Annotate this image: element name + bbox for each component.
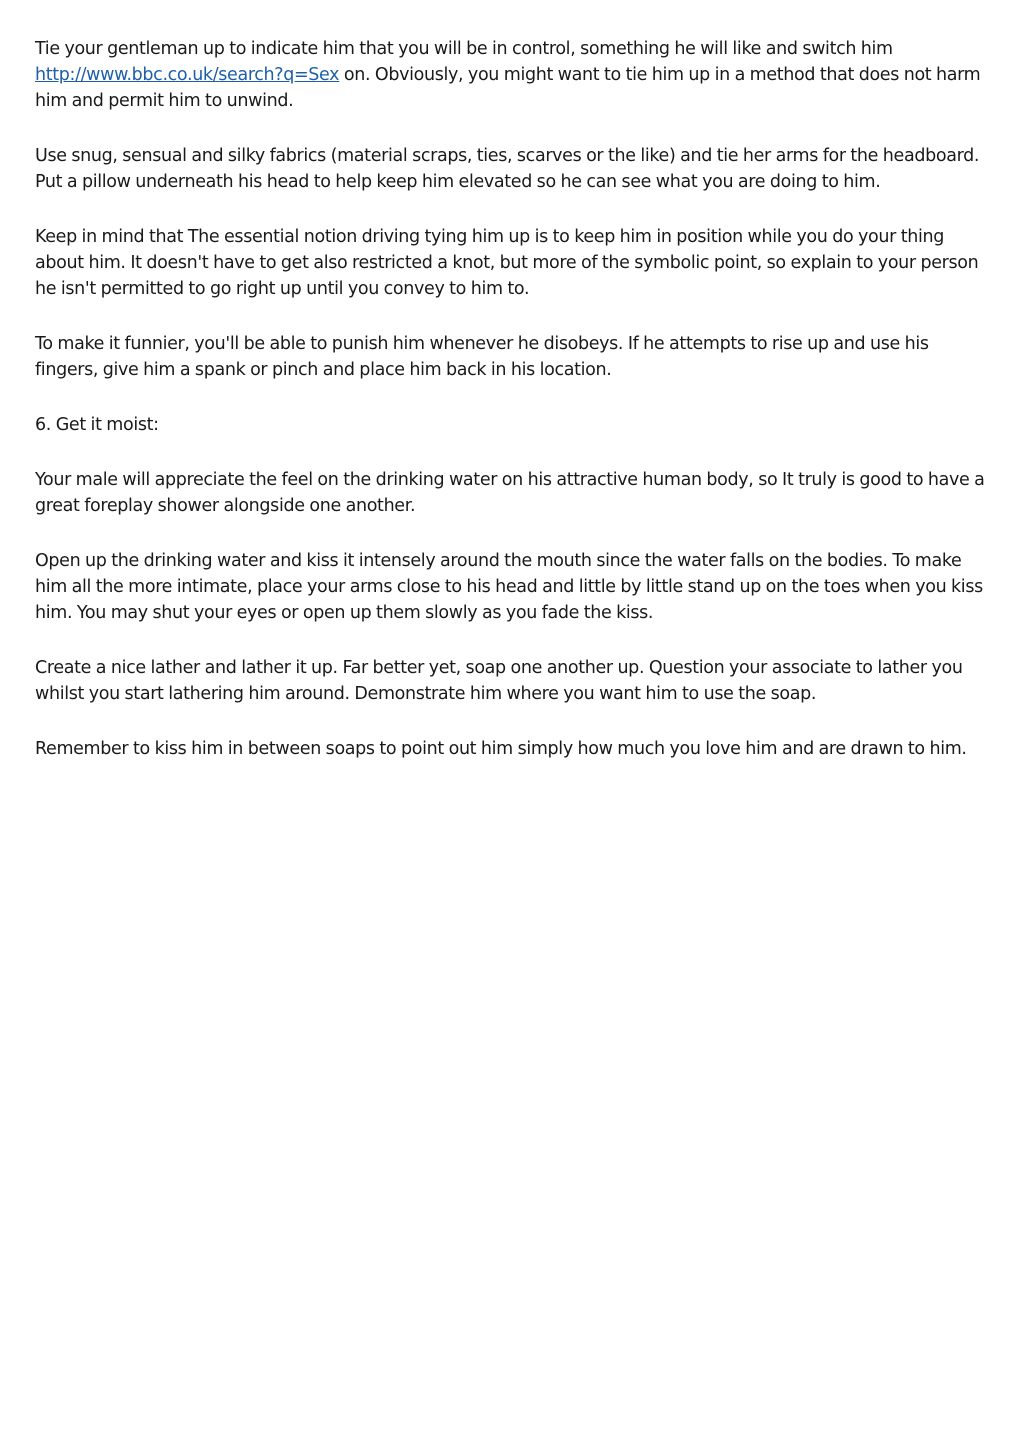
paragraph-1-text-after-link: on. Obviously, you might want to tie him up in a method that does not harm him and permit him to unwind. [35, 65, 981, 111]
paragraph-7: Open up the drinking water and kiss it intensely around the mouth since the water falls on the bodies. To make him all the more intimate, place your arms close to his head and little by little stand up on the toes when you kiss him. You may shut your eyes or open up them slowly as you fade the kiss. [35, 551, 983, 623]
paragraph-1 [35, 36, 995, 114]
paragraph-8: Create a nice lather and lather it up. Far better yet, soap one another up. Question your associate to lather you whilst you start lathering him around. Demonstrate him where you want him to use the soap. [35, 658, 963, 704]
paragraph-4: To make it funnier, you'll be able to punish him whenever he disobeys. If he attempts to rise up and use his fingers, give him a spank or pinch and place him back in his location. [35, 334, 929, 380]
document-body [35, 36, 995, 791]
paragraph-3: Keep in mind that The essential notion driving tying him up is to keep him in position while you do your thing about him. It doesn't have to get also restricted a knot, but more of the symbolic point, so explain to your person he isn't permitted to go right up until you convey to him to. [35, 227, 979, 299]
section-heading-get-it-moist: 6. Get it moist: [35, 415, 159, 435]
paragraph-1-text-before-link: Tie your gentleman up to indicate him that you will be in control, something he will like and switch him [35, 39, 893, 59]
paragraph-9: Remember to kiss him in between soaps to point out him simply how much you love him and are drawn to him. [35, 739, 967, 759]
paragraph-2: Use snug, sensual and silky fabrics (material scraps, ties, scarves or the like) and tie her arms for the headboard. Put a pillow underneath his head to help keep him elevated so he can see what you are doing to him. [35, 146, 980, 192]
paragraph-6: Your male will appreciate the feel on the drinking water on his attractive human body, so It truly is good to have a great foreplay shower alongside one another. [35, 470, 985, 516]
bbc-search-link[interactable]: http://www.bbc.co.uk/search?q=Sex [35, 65, 340, 85]
